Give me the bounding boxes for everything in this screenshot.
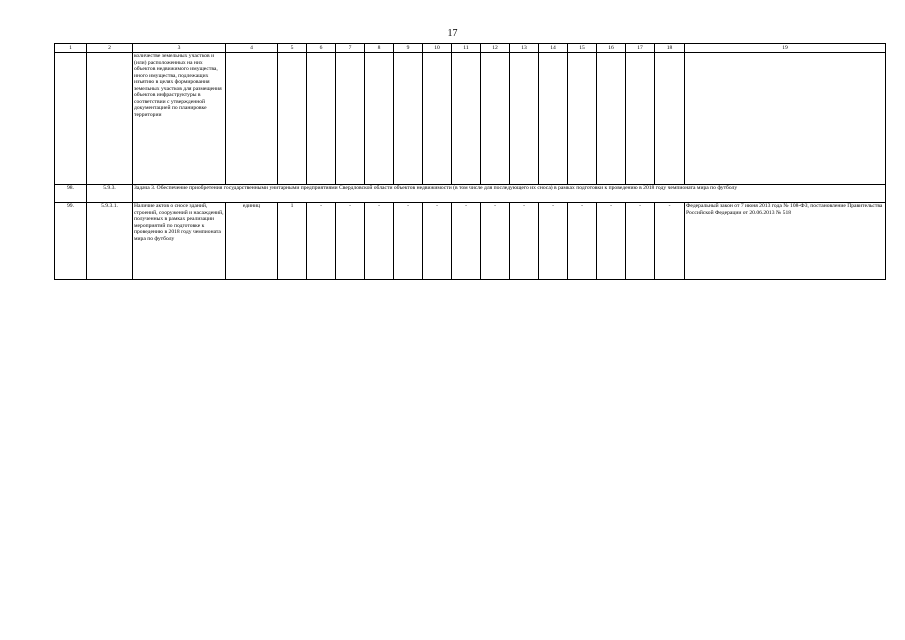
header-cell: 3 (133, 44, 226, 53)
table-cell (655, 53, 685, 185)
row-code-cell: 5.9.3.1. (87, 203, 133, 280)
table-cell (87, 53, 133, 185)
header-cell: 16 (597, 44, 626, 53)
header-cell: 18 (655, 44, 685, 53)
header-cell: 12 (481, 44, 510, 53)
source-cell: Федеральный закон от 7 июня 2013 года № 108-ФЗ, постановление Правительства Российской Федерации от 20.06.2013 № 518 (685, 203, 886, 280)
table-cell (226, 53, 278, 185)
table-cell (568, 53, 597, 185)
task-text-cell: Задача 3. Обеспечение приобретения государственными унитарными предприятиями Свердловской области объектов недвижимости (в том числе для последующего их сноса) в рамках подготовки к проведению в 2018 году чемпионата мира по футболу (133, 185, 886, 203)
value-cell: - (423, 203, 452, 280)
unit-cell: единиц (226, 203, 278, 280)
indicator-name-cell: Наличие актов о сносе зданий, строений, сооружений и насаждений, полученных в рамках реализации мероприятий по подготовке к проведению в 2018 году чемпионата мира по футболу (133, 203, 226, 280)
row-number-cell: 98. (55, 185, 87, 203)
row-number-cell: 99. (55, 203, 87, 280)
table-cell (394, 53, 423, 185)
table-header-row (55, 44, 886, 53)
table-cell (307, 53, 336, 185)
indicator-name-cell: количестве земельных участков и (или) расположенных на них объектов недвижимого имущества, иного имущества, подлежащих изъятию в целях формирования земельных участков для размещения объектов инфраструктуры в соответствии с утвержденной документацией по планировке территории (133, 53, 226, 185)
value-cell: - (452, 203, 481, 280)
value-cell: - (626, 203, 655, 280)
indicators-table (54, 43, 886, 280)
page-number: 17 (447, 28, 458, 39)
value-cell: - (481, 203, 510, 280)
row-code-cell: 5.9.3. (87, 185, 133, 203)
header-cell: 10 (423, 44, 452, 53)
value-cell: - (597, 203, 626, 280)
table-cell (365, 53, 394, 185)
value-cell: - (336, 203, 365, 280)
header-cell: 7 (336, 44, 365, 53)
table-cell (539, 53, 568, 185)
table-row (55, 53, 886, 185)
header-cell: 17 (626, 44, 655, 53)
table-cell (452, 53, 481, 185)
header-cell: 9 (394, 44, 423, 53)
base-value-cell: 1 (278, 203, 307, 280)
value-cell: - (394, 203, 423, 280)
table-row (55, 203, 886, 280)
table-row (55, 185, 886, 203)
value-cell: - (539, 203, 568, 280)
header-cell: 6 (307, 44, 336, 53)
header-cell: 8 (365, 44, 394, 53)
header-cell: 2 (87, 44, 133, 53)
table-cell (336, 53, 365, 185)
header-cell: 19 (685, 44, 886, 53)
value-cell: - (307, 203, 336, 280)
table-cell (481, 53, 510, 185)
table-cell (685, 53, 886, 185)
value-cell: - (365, 203, 394, 280)
value-cell: - (655, 203, 685, 280)
header-cell: 5 (278, 44, 307, 53)
table-cell (423, 53, 452, 185)
table-cell (597, 53, 626, 185)
value-cell: - (568, 203, 597, 280)
table-cell (510, 53, 539, 185)
value-cell: - (510, 203, 539, 280)
header-cell: 4 (226, 44, 278, 53)
header-cell: 15 (568, 44, 597, 53)
table-cell (278, 53, 307, 185)
header-cell: 14 (539, 44, 568, 53)
header-cell: 13 (510, 44, 539, 53)
table-cell (55, 53, 87, 185)
header-cell: 11 (452, 44, 481, 53)
table-cell (626, 53, 655, 185)
header-cell: 1 (55, 44, 87, 53)
